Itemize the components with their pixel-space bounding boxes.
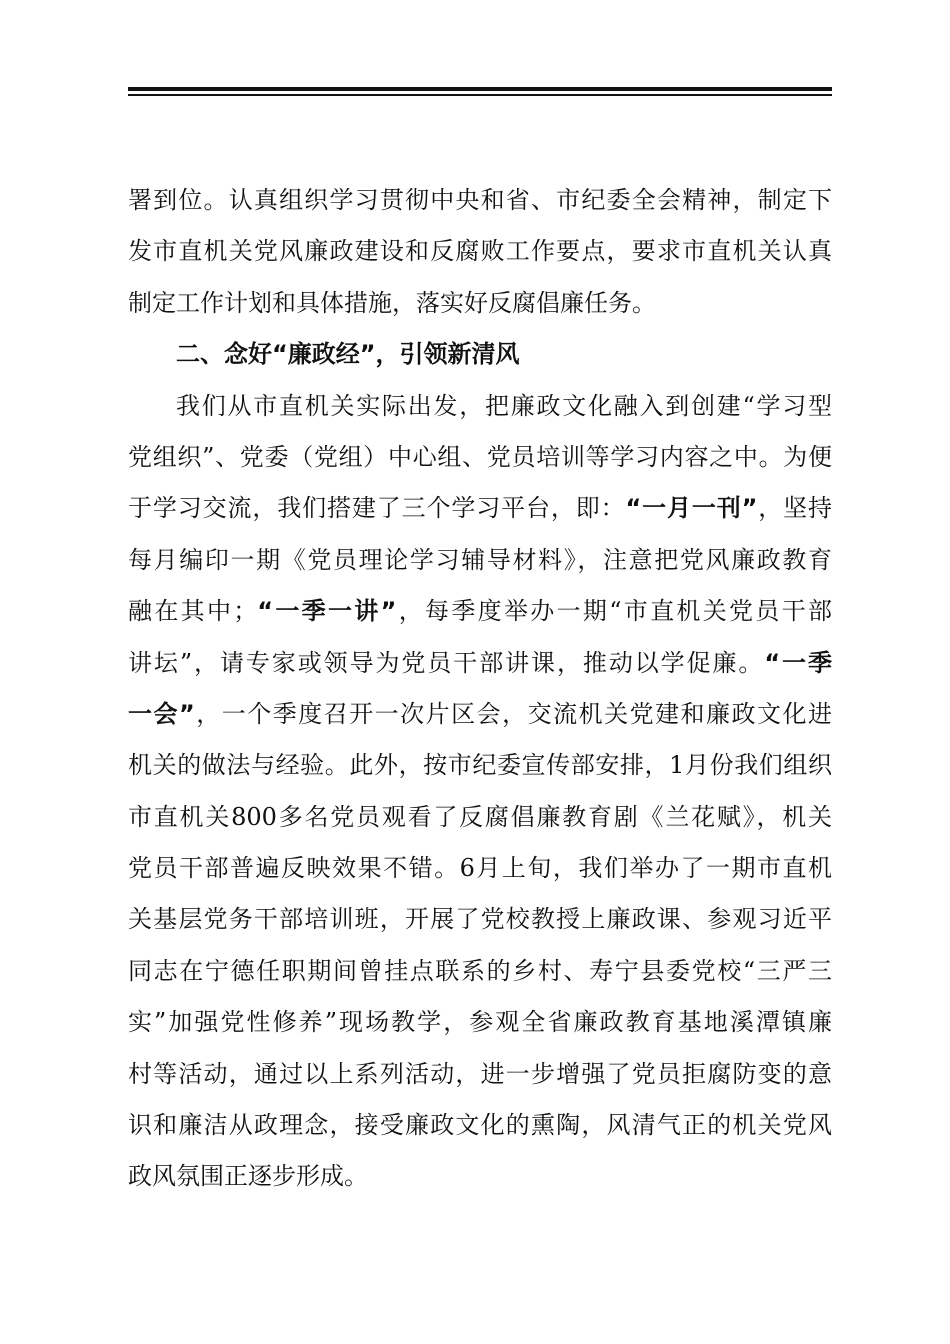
body-text: 于学习交流，我们搭建了三个学习平台，即： bbox=[128, 494, 626, 523]
body-line: 实”加强党性修养”现场教学，参观全省廉政教育基地溪潭镇廉 bbox=[128, 1008, 832, 1037]
body-line: 署到位。认真组织学习贯彻中央和省、市纪委全会精神，制定下 bbox=[128, 186, 832, 214]
bold-phrase: “一季一讲” bbox=[257, 597, 397, 626]
body-line: 识和廉洁从政理念，接受廉政文化的熏陶，风清气正的机关党风 bbox=[128, 1111, 832, 1140]
body-line: 发市直机关党风廉政建设和反腐败工作要点，要求市直机关认真 bbox=[128, 237, 832, 266]
body-text: ，一个季度召开一次片区会，交流机关党建和廉政文化进 bbox=[194, 699, 832, 728]
body-line: 政风氛围正逐步形成。 bbox=[128, 1162, 368, 1191]
body-line bbox=[128, 689, 832, 740]
body-line: 同志在宁德任职期间曾挂点联系的乡村、寿宁县委党校“三严三 bbox=[128, 956, 832, 985]
body-line: 党组织”、党委（党组）中心组、党员培训等学习内容之中。为便 bbox=[128, 442, 832, 471]
body-line: 关基层党务干部培训班，开展了党校教授上廉政课、参观习近平 bbox=[128, 905, 832, 934]
body-text: 讲坛”，请专家或领导为党员干部讲课，推动以学促廉。 bbox=[128, 648, 765, 677]
header-rule-thick bbox=[128, 87, 832, 91]
body-line bbox=[128, 638, 832, 689]
body-text: ，坚持 bbox=[757, 494, 832, 523]
body-line: 市直机关800多名党员观看了反腐倡廉教育剧《兰花赋》，机关 bbox=[128, 802, 832, 831]
body-text: 融在其中； bbox=[128, 597, 258, 626]
body-line: 村等活动，通过以上系列活动，进一步增强了党员拒腐防变的意 bbox=[128, 1059, 832, 1088]
bold-phrase: “一月一刊” bbox=[625, 494, 758, 523]
header-rule-thin bbox=[128, 94, 832, 96]
body-line bbox=[128, 483, 832, 534]
bold-phrase: “一季 bbox=[764, 648, 832, 677]
section-heading: 二、念好“廉政经”，引领新清风 bbox=[176, 340, 520, 369]
body-line bbox=[128, 586, 832, 637]
body-line: 我们从市直机关实际出发，把廉政文化融入到创建“学习型 bbox=[176, 391, 832, 420]
document-body bbox=[128, 175, 832, 1203]
bold-phrase: 一会” bbox=[128, 699, 195, 728]
body-line: 每月编印一期《党员理论学习辅导材料》，注意把党风廉政教育 bbox=[128, 545, 832, 574]
body-line: 制定工作计划和具体措施，落实好反腐倡廉任务。 bbox=[128, 288, 656, 317]
body-line: 党员干部普遍反映效果不错。6月上旬，我们举办了一期市直机 bbox=[128, 854, 832, 883]
body-line: 机关的做法与经验。此外，按市纪委宣传部安排，1月份我们组织 bbox=[128, 751, 832, 780]
body-text: ，每季度举办一期“市直机关党员干部 bbox=[396, 597, 832, 626]
